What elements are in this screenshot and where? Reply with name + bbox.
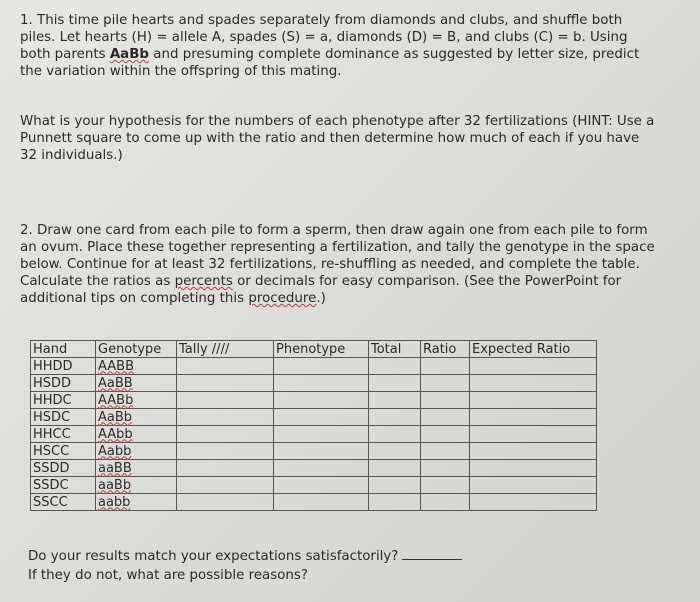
p3-procedure: procedure [248,291,317,306]
cell-tally[interactable] [177,426,274,443]
table-row [31,460,597,477]
results-match-question-text: Do your results match your expectations satisfactorily? [28,549,399,564]
table-row [31,375,597,392]
cell-expected-ratio[interactable] [470,409,597,426]
cell-genotype [96,426,177,443]
cell-ratio[interactable] [421,409,470,426]
cell-hand [31,494,96,511]
results-match-question [28,549,462,564]
cell-tally[interactable] [177,409,274,426]
cell-total[interactable] [369,392,421,409]
hypothesis-question: What is your hypothesis for the numbers of each phenotype after 32 fertilizations (HINT: Use a Punnett square to come up with the ratio and then determine how much of each if you have 32 individuals.) [20,114,655,163]
cell-hand-text: HSCC [33,443,70,459]
header-expected-ratio: Expected Ratio [470,341,597,358]
cell-hand-text: SSCC [33,494,68,510]
cell-ratio[interactable] [421,460,470,477]
cell-tally[interactable] [177,375,274,392]
table-header-row [31,341,597,358]
cell-ratio[interactable] [421,375,470,392]
table-row [31,477,597,494]
table-row [31,443,597,460]
cell-expected-ratio[interactable] [470,443,597,460]
cell-genotype-text: AABb [98,392,134,408]
cell-expected-ratio[interactable] [470,358,597,375]
header-tally: Tally //// [177,341,274,358]
cell-tally[interactable] [177,460,274,477]
cell-expected-ratio[interactable] [470,460,597,477]
header-total: Total [369,341,421,358]
cell-ratio[interactable] [421,477,470,494]
cell-genotype-text: AaBb [98,409,133,425]
cell-tally[interactable] [177,392,274,409]
p3-text-start: 2. Draw one card from each pile to form a sperm, then draw again one from each pile to form an ovum. Place these together representing a fertilization, and tally the genotype in the space below. Continue for at least 32 fertilizations, re-shuffling as needed, and complete the table. Calculate the ratios as [20,223,655,289]
answer-blank[interactable] [402,559,462,560]
cell-total[interactable] [369,477,421,494]
cell-genotype-text: aabb [98,494,131,510]
cell-genotype-text: aaBb [98,477,132,493]
cell-hand [31,358,96,375]
cell-total[interactable] [369,358,421,375]
cell-total[interactable] [369,494,421,511]
cell-genotype [96,375,177,392]
cell-hand-text: HSDD [33,375,72,391]
cell-tally[interactable] [177,443,274,460]
cell-hand [31,460,96,477]
cell-expected-ratio[interactable] [470,375,597,392]
cell-genotype-text: AAbb [98,426,133,442]
cell-phenotype[interactable] [274,409,369,426]
header-hand: Hand [31,341,96,358]
cell-phenotype[interactable] [274,443,369,460]
cell-genotype [96,494,177,511]
cell-total[interactable] [369,409,421,426]
cell-tally[interactable] [177,494,274,511]
p1-text-start: 1. This time pile hearts and spades separately from diamonds and clubs, and shuffle both piles. Let hearts (H) = allele A, spades (S) = a, diamonds (D) = B, and clubs (C) = b. Using both parents [20,13,628,62]
cell-genotype-text: AABB [98,358,134,374]
cell-total[interactable] [369,460,421,477]
cell-hand [31,477,96,494]
table-row [31,409,597,426]
cell-hand-text: SSDD [33,460,70,476]
cell-genotype-text: aaBB [98,460,132,476]
cell-hand [31,409,96,426]
cell-expected-ratio[interactable] [470,494,597,511]
cell-phenotype[interactable] [274,426,369,443]
cell-hand [31,375,96,392]
cell-genotype-text: Aabb [98,443,132,459]
cell-ratio[interactable] [421,392,470,409]
cell-expected-ratio[interactable] [470,392,597,409]
instruction-paragraph-1 [20,12,660,80]
cell-genotype [96,460,177,477]
cell-phenotype[interactable] [274,392,369,409]
cell-total[interactable] [369,426,421,443]
table-row [31,392,597,409]
cell-phenotype[interactable] [274,375,369,392]
cell-hand-text: HHCC [33,426,71,442]
p1-text-end: and presuming complete dominance as suggested by letter size, predict the variation within the offspring of this mating. [20,47,640,79]
table-row [31,426,597,443]
results-table [30,340,597,511]
cell-ratio[interactable] [421,358,470,375]
cell-ratio[interactable] [421,494,470,511]
p3-text-end: .) [316,291,326,306]
cell-hand-text: HHDC [33,392,72,408]
cell-genotype [96,409,177,426]
cell-hand-text: HHDD [33,358,73,374]
p1-parent-genotype: AaBb [109,47,150,62]
cell-hand-text: HSDC [33,409,71,425]
cell-genotype [96,443,177,460]
instruction-paragraph-2 [20,222,660,307]
cell-phenotype[interactable] [274,494,369,511]
cell-total[interactable] [369,375,421,392]
cell-phenotype[interactable] [274,460,369,477]
header-ratio: Ratio [421,341,470,358]
cell-genotype [96,392,177,409]
cell-genotype-text: AaBB [98,375,133,391]
p3-text-mid: or decimals for easy comparison. (See the PowerPoint for additional tips on completing this [20,274,622,306]
table-row [31,358,597,375]
p3-percents: percents [174,274,233,289]
cell-total[interactable] [369,443,421,460]
table-body [31,358,597,511]
cell-expected-ratio[interactable] [470,477,597,494]
table-row [31,494,597,511]
possible-reasons-question: If they do not, what are possible reasons? [28,568,309,583]
cell-phenotype[interactable] [274,477,369,494]
cell-hand [31,392,96,409]
cell-hand [31,426,96,443]
cell-genotype [96,358,177,375]
header-genotype: Genotype [96,341,177,358]
cell-tally[interactable] [177,477,274,494]
cell-genotype [96,477,177,494]
cell-ratio[interactable] [421,443,470,460]
cell-phenotype[interactable] [274,358,369,375]
cell-hand [31,443,96,460]
cell-ratio[interactable] [421,426,470,443]
cell-tally[interactable] [177,358,274,375]
header-phenotype: Phenotype [274,341,369,358]
cell-expected-ratio[interactable] [470,426,597,443]
cell-hand-text: SSDC [33,477,69,493]
